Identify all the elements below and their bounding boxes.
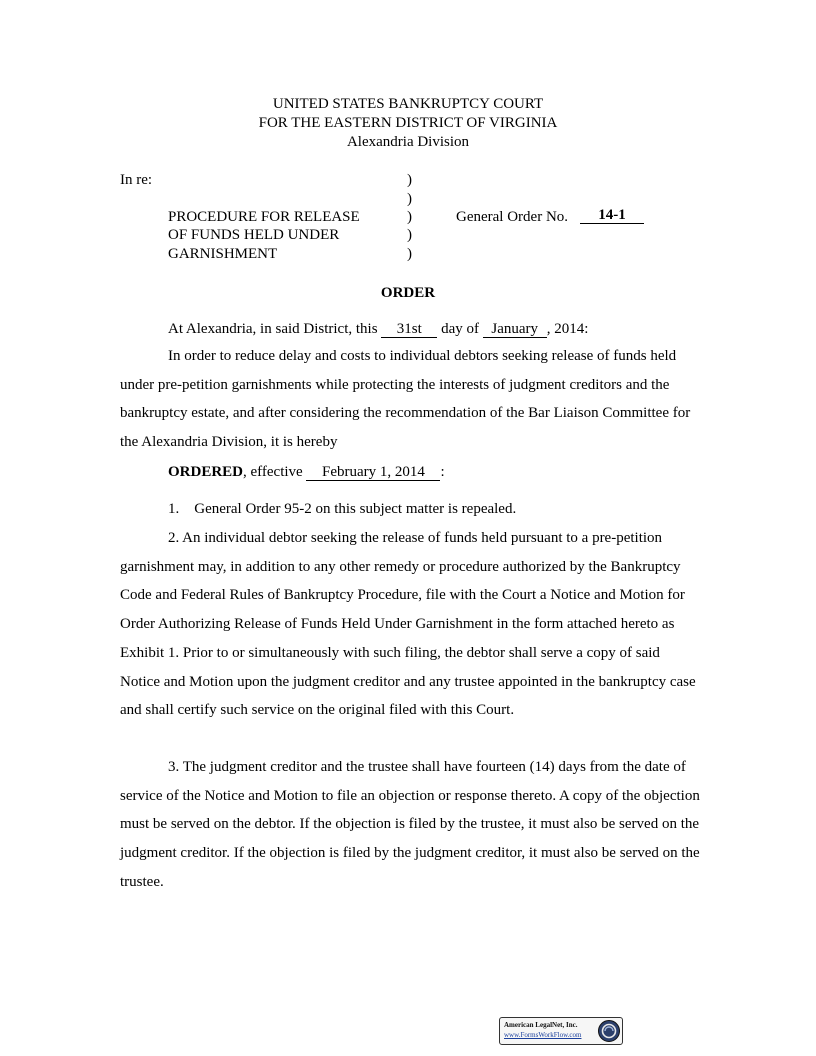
dateline-month: January: [483, 322, 547, 338]
district-name: FOR THE EASTERN DISTRICT OF VIRGINIA: [258, 115, 558, 131]
footer-url[interactable]: www.FormsWorkFlow.com: [504, 1031, 582, 1039]
dateline: [168, 321, 588, 338]
effective-date: February 1, 2014: [306, 465, 440, 481]
ordered-line: [168, 464, 445, 481]
matter-line: OF FUNDS HELD UNDER: [168, 227, 340, 243]
caption-paren: ): [407, 209, 412, 225]
intro-paragraph: In order to reduce delay and costs to individual debtors seeking release of funds held under pre-petition garnishments while protecting the interests of judgment creditors and the bankruptcy estate, and after considering the recommendation of the Bar Liaison Committee for the Alexandria Division, it is hereby: [120, 348, 691, 451]
division-name: Alexandria Division: [346, 134, 470, 150]
paragraph-1: 1. General Order 95-2 on this subject matter is repealed.: [168, 501, 517, 517]
caption-paren: ): [407, 227, 412, 243]
paragraph-2: 2. An individual debtor seeking the release of funds held pursuant to a pre-petition garnishment may, in addition to any other remedy or procedure authorized by the Bankruptcy Code and Federal Rules of Bankruptcy Procedure, file with the Court a Notice and Motion for Order Authorizing Release of Funds Held Under Garnishment in the form attached hereto as Exhibit 1. Prior to or simultaneously with such filing, the debtor shall serve a copy of said Notice and Motion upon the judgment creditor and any trustee appointed in the bankruptcy case and shall certify such service on the original filed with this Court.: [120, 530, 696, 719]
dateline-year: , 2014:: [546, 321, 589, 337]
matter-line: GARNISHMENT: [168, 246, 278, 262]
caption-paren: ): [407, 246, 412, 262]
ordered-label: ORDERED: [168, 464, 244, 480]
dateline-day-of: day of: [441, 321, 479, 337]
caption-paren: ): [407, 172, 412, 188]
ordered-effective: , effective: [243, 464, 303, 480]
in-re-label: In re:: [120, 172, 153, 188]
dateline-day: 31st: [381, 322, 437, 338]
matter-line: PROCEDURE FOR RELEASE: [168, 209, 360, 225]
footer-logo[interactable]: [499, 1017, 623, 1045]
caption-paren: ): [407, 191, 412, 207]
court-name: UNITED STATES BANKRUPTCY COURT: [272, 96, 544, 112]
dateline-prefix: At Alexandria, in said District, this: [168, 321, 378, 337]
order-title: ORDER: [380, 285, 436, 301]
globe-emblem-icon: [597, 1019, 621, 1043]
general-order-number: 14-1: [580, 208, 644, 224]
paragraph-3: 3. The judgment creditor and the trustee shall have fourteen (14) days from the date of service of the Notice and Motion to file an objection or response thereto. A copy of the objection must be served on the debtor. If the objection is filed by the trustee, it must also be served on the judgment creditor. If the objection is filed by the judgment creditor, it must also be served on the trustee.: [120, 759, 700, 890]
footer-company: American LegalNet, Inc.: [504, 1021, 578, 1029]
general-order-label: General Order No.: [456, 209, 569, 225]
ordered-colon: :: [440, 464, 445, 480]
